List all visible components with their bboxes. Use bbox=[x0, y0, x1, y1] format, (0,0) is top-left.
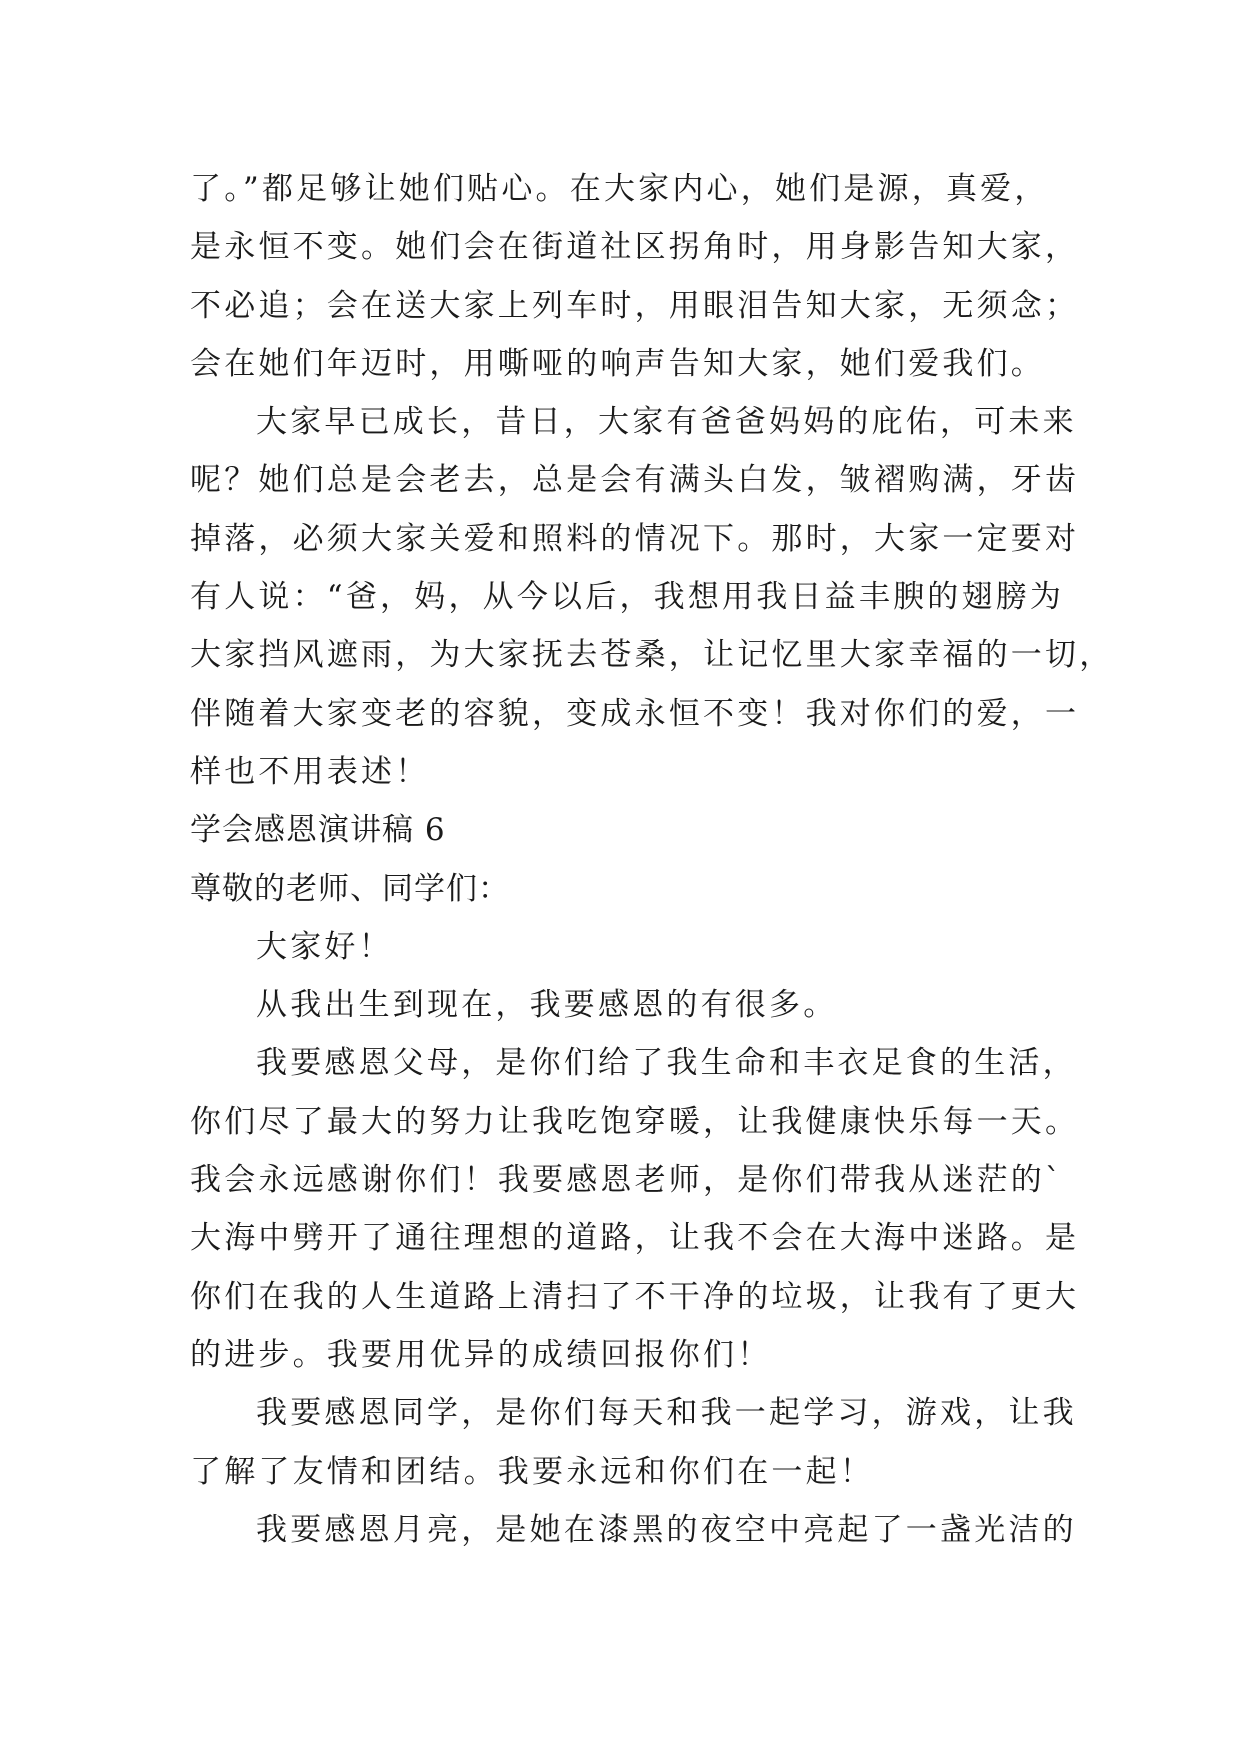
paragraph-line: 样也不用表述！ bbox=[190, 753, 430, 790]
paragraph-line: 呢？她们总是会老去，总是会有满头白发，皱褶购满，牙齿 bbox=[190, 462, 1080, 499]
paragraph-line: 的进步。我要用优异的成绩回报你们！ bbox=[190, 1336, 772, 1373]
paragraph-line: 会在她们年迈时，用嘶哑的响声告知大家，她们爱我们。 bbox=[190, 345, 1045, 382]
paragraph-line: 是永恒不变。她们会在街道社区拐角时，用身影告知大家， bbox=[190, 229, 1080, 266]
paragraph-line: 大家挡风遮雨，为大家抚去苍桑，让记忆里大家幸福的一切， bbox=[190, 637, 1114, 674]
paragraph-line: 伴随着大家变老的容貌，变成永恒不变！我对你们的爱，一 bbox=[190, 695, 1080, 732]
paragraph-line: 大家早已成长，昔日，大家有爸爸妈妈的庇佑，可未来 bbox=[256, 404, 1077, 441]
paragraph-line: 我要感恩父母，是你们给了我生命和丰衣足食的生活， bbox=[256, 1045, 1077, 1082]
paragraph-line: 了解了友情和团结。我要永远和你们在一起！ bbox=[190, 1453, 874, 1490]
paragraph-line: 从我出生到现在，我要感恩的有很多。 bbox=[256, 987, 838, 1024]
salutation: 尊敬的老师、同学们： bbox=[190, 870, 510, 907]
paragraph-line: 不必追；会在送大家上列车时，用眼泪告知大家，无须念； bbox=[190, 287, 1080, 324]
paragraph-line: 了。”都足够让她们贴心。在大家内心，她们是源，真爱， bbox=[190, 171, 1049, 207]
section-title: 学会感恩演讲稿 6 bbox=[190, 812, 446, 849]
paragraph-line: 有人说：“爸，妈，从今以后，我想用我日益丰腴的翅膀为 bbox=[190, 579, 1065, 616]
document-body bbox=[190, 160, 1114, 1559]
paragraph-line: 你们在我的人生道路上清扫了不干净的垃圾，让我有了更大 bbox=[190, 1278, 1080, 1315]
paragraph-line: 掉落，必须大家关爱和照料的情况下。那时，大家一定要对 bbox=[190, 520, 1080, 557]
paragraph-line: 我会永远感谢你们！我要感恩老师，是你们带我从迷茫的` bbox=[190, 1162, 1064, 1199]
greeting: 大家好！ bbox=[256, 928, 393, 965]
paragraph-line: 我要感恩同学，是你们每天和我一起学习，游戏，让我 bbox=[256, 1395, 1077, 1432]
paragraph-line: 我要感恩月亮，是她在漆黑的夜空中亮起了一盏光洁的 bbox=[256, 1511, 1077, 1548]
paragraph-line: 大海中劈开了通往理想的道路，让我不会在大海中迷路。是 bbox=[190, 1220, 1080, 1257]
paragraph-line: 你们尽了最大的努力让我吃饱穿暖，让我健康快乐每一天。 bbox=[190, 1103, 1080, 1140]
